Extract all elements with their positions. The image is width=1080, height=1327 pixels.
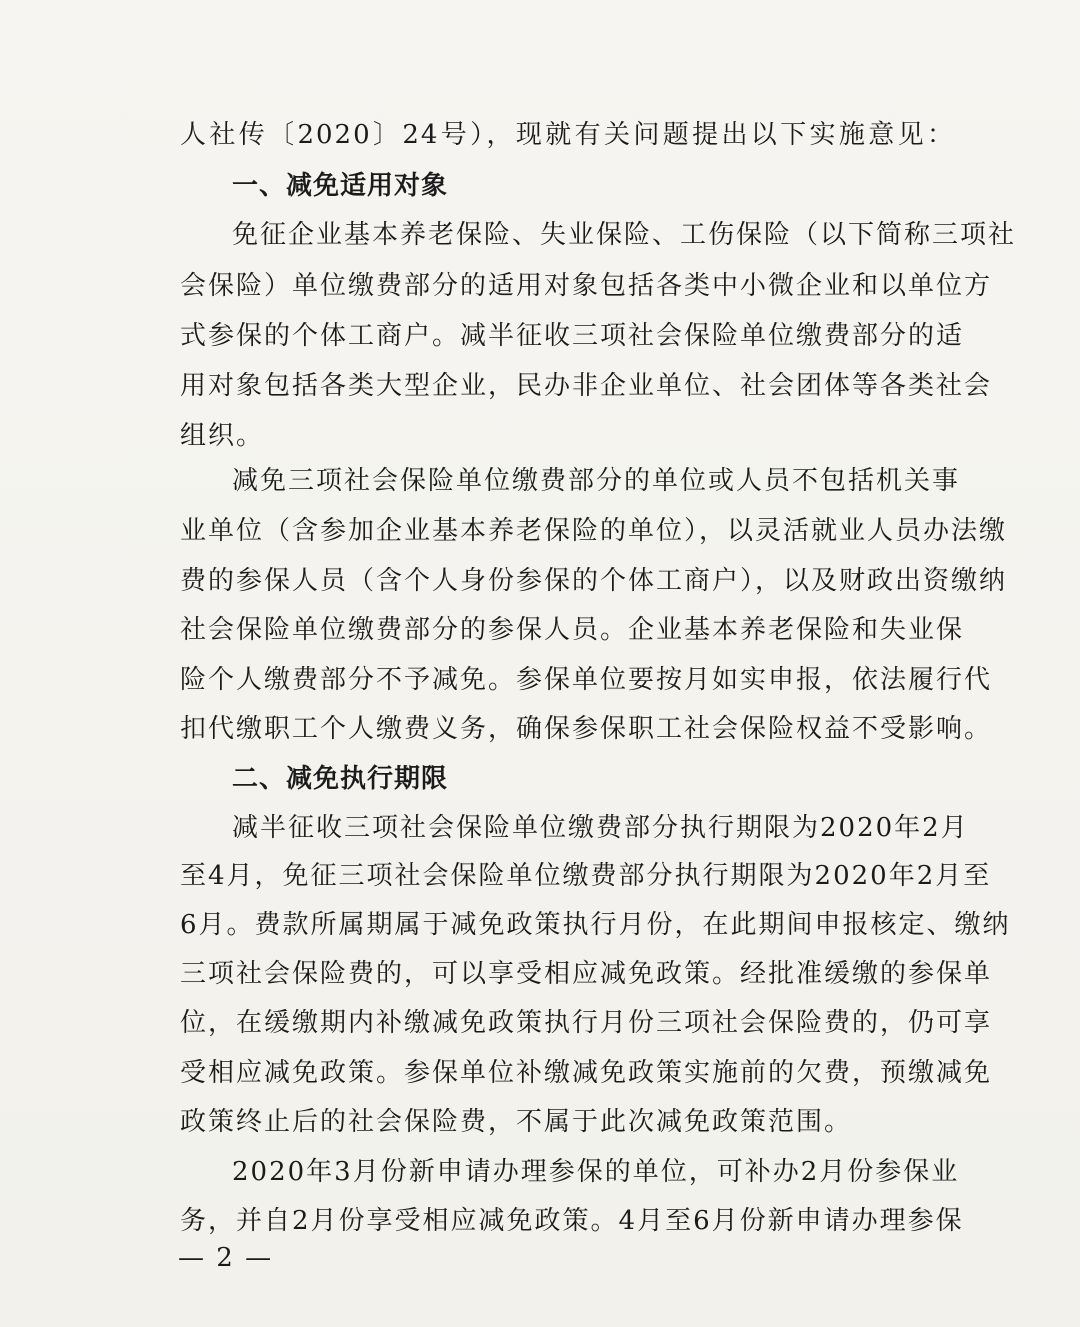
page-number: — 2 —	[178, 1243, 274, 1273]
text-line: 业单位（含参加企业基本养老保险的单位），以灵活就业人员办法缴	[180, 516, 1008, 546]
text-line: 用对象包括各类大型企业，民办非企业单位、社会团体等各类社会	[180, 371, 993, 401]
text-line: 免征企业基本养老保险、失业保险、工伤保险（以下简称三项社	[232, 220, 1017, 250]
text-line: 险个人缴费部分不予减免。参保单位要按月如实申报，依法履行代	[180, 665, 993, 695]
text-line: 组织。	[180, 421, 265, 451]
text-line: 6月。费款所属期属于减免政策执行月份，在此期间申报核定、缴纳	[180, 910, 1011, 940]
text-line: 三项社会保险费的，可以享受相应减免政策。经批准缓缴的参保单	[180, 959, 993, 989]
text-line: 2020年3月份新申请办理参保的单位，可补办2月份参保业	[232, 1157, 960, 1187]
text-line: 社会保险单位缴费部分的参保人员。企业基本养老保险和失业保	[180, 615, 965, 645]
text-line: 减免三项社会保险单位缴费部分的单位或人员不包括机关事	[232, 466, 961, 496]
section-heading: 二、减免执行期限	[232, 764, 449, 794]
text-line: 减半征收三项社会保险单位缴费部分执行期限为2020年2月	[232, 813, 969, 843]
text-line: 受相应减免政策。参保单位补缴减免政策实施前的欠费，预缴减免	[180, 1058, 993, 1088]
text-line: 式参保的个体工商户。减半征收三项社会保险单位缴费部分的适	[180, 321, 965, 351]
text-line: 人社传〔2020〕24号），现就有关问题提出以下实施意见：	[180, 120, 955, 150]
text-line: 至4月，免征三项社会保险单位缴费部分执行期限为2020年2月至	[180, 861, 992, 891]
text-line: 会保险）单位缴费部分的适用对象包括各类中小微企业和以单位方	[180, 271, 993, 301]
text-line: 扣代缴职工个人缴费义务，确保参保职工社会保险权益不受影响。	[180, 714, 993, 744]
text-line: 位，在缓缴期内补缴减免政策执行月份三项社会保险费的，仍可享	[180, 1008, 993, 1038]
text-line: 务，并自2月份享受相应减免政策。4月至6月份新申请办理参保	[180, 1206, 964, 1236]
section-heading: 一、减免适用对象	[232, 171, 449, 201]
text-line: 政策终止后的社会保险费，不属于此次减免政策范围。	[180, 1107, 853, 1137]
text-line: 费的参保人员（含个人身份参保的个体工商户），以及财政出资缴纳	[180, 566, 1008, 596]
